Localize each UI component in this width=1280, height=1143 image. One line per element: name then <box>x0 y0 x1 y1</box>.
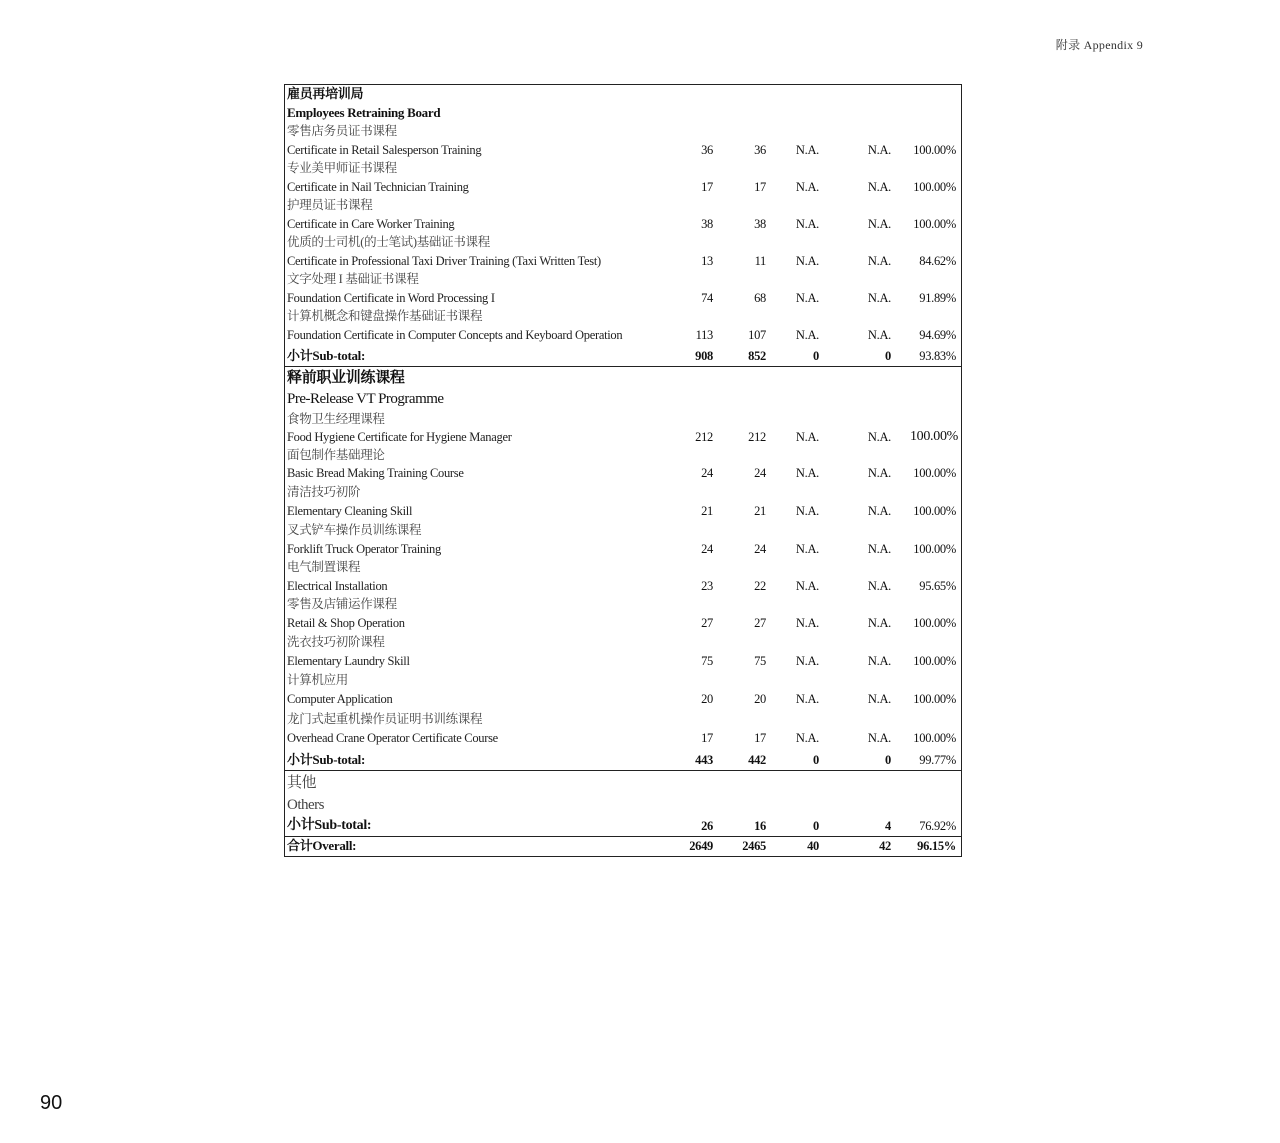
cell-v5: 93.83% <box>919 349 956 363</box>
cell-v2: 27 <box>754 616 766 630</box>
cell-v1: 20 <box>701 692 713 706</box>
cell-v2: 852 <box>748 349 766 363</box>
cell-v2: 24 <box>754 542 766 556</box>
cell-v1: 21 <box>701 504 713 518</box>
cell-v3: N.A. <box>795 466 819 480</box>
course-name-zh <box>285 521 961 540</box>
cell-v1: 17 <box>701 731 713 745</box>
cell-v3: N.A. <box>795 143 819 157</box>
course-en: Foundation Certificate in Computer Concepts and Keyboard Operation <box>287 328 623 342</box>
cell-v1: 443 <box>695 753 713 767</box>
course-name-zh <box>285 710 961 729</box>
cell-v2: 75 <box>754 654 766 668</box>
course-en: Certificate in Professional Taxi Driver Training (Taxi Written Test) <box>287 254 601 268</box>
cell-v3: 0 <box>813 819 819 833</box>
course-en: Certificate in Care Worker Training <box>287 217 455 231</box>
course-en: Overhead Crane Operator Certificate Course <box>287 731 498 745</box>
cell-v1: 36 <box>701 143 713 157</box>
cell-v4: N.A. <box>867 616 891 630</box>
cell-v2: 11 <box>754 254 766 268</box>
course-en: Elementary Laundry Skill <box>287 654 410 668</box>
cell-v5: 95.65% <box>919 579 956 593</box>
cell-v5: 100.00% <box>913 217 956 231</box>
cell-v2: 2465 <box>742 839 766 853</box>
cell-v4: N.A. <box>867 430 891 444</box>
cell-v2: 20 <box>754 692 766 706</box>
cell-v3: 0 <box>813 349 819 363</box>
section-title-zh-text: 雇员再培训局 <box>287 86 364 101</box>
cell-v5: 100.00% <box>913 692 956 706</box>
section-title-zh <box>285 368 961 389</box>
course-zh: 洗衣技巧初阶课程 <box>287 635 385 649</box>
section-title-zh <box>285 772 961 794</box>
course-name-zh <box>285 633 961 652</box>
cell-v5: 100.00% <box>913 654 956 668</box>
subtotal-label: 小计Sub-total: <box>287 752 366 767</box>
course-name-zh <box>285 483 961 502</box>
cell-v4: 4 <box>885 819 891 833</box>
course-name-zh <box>285 270 961 289</box>
course-zh: 零售及店铺运作课程 <box>287 597 397 611</box>
section-title-zh-text: 其他 <box>287 775 317 791</box>
course-name-zh <box>285 410 961 429</box>
table-row <box>285 464 961 483</box>
course-en: Basic Bread Making Training Course <box>287 466 464 480</box>
table-row <box>285 540 961 559</box>
cell-v1: 17 <box>701 180 713 194</box>
cell-v1: 212 <box>695 430 713 444</box>
cell-v1: 23 <box>701 579 713 593</box>
course-name-zh <box>285 558 961 577</box>
course-name-zh <box>285 671 961 690</box>
cell-v1: 26 <box>701 819 713 833</box>
table-row <box>285 652 961 671</box>
cell-v2: 107 <box>748 328 766 342</box>
table-row <box>285 502 961 521</box>
section-title-en-text: Employees Retraining Board <box>287 105 441 120</box>
cell-v5: 100.00% <box>913 504 956 518</box>
cell-v1: 24 <box>701 542 713 556</box>
subtotal-row <box>285 751 961 770</box>
cell-v3: N.A. <box>795 291 819 305</box>
course-en: Certificate in Retail Salesperson Training <box>287 143 482 157</box>
section-title-en <box>285 389 961 410</box>
cell-v4: N.A. <box>867 731 891 745</box>
table-row <box>285 690 961 709</box>
cell-v3: N.A. <box>795 731 819 745</box>
overall-row <box>285 837 961 856</box>
cell-v3: N.A. <box>795 616 819 630</box>
cell-v2: 17 <box>754 180 766 194</box>
cell-v5: 100.00% <box>913 143 956 157</box>
cell-v5: 91.89% <box>919 291 956 305</box>
cell-v3: N.A. <box>795 692 819 706</box>
cell-v3: N.A. <box>795 430 819 444</box>
section-title-zh <box>285 85 961 104</box>
course-name-zh <box>285 595 961 614</box>
table-row <box>285 428 961 447</box>
cell-v5: 84.62% <box>919 254 956 268</box>
cell-v4: N.A. <box>867 692 891 706</box>
course-en: Elementary Cleaning Skill <box>287 504 413 518</box>
cell-v4: N.A. <box>867 217 891 231</box>
page-number: 90 <box>40 1092 63 1114</box>
cell-v1: 2649 <box>689 839 713 853</box>
course-zh: 计算机概念和键盘操作基础证书课程 <box>287 309 483 323</box>
cell-v4: N.A. <box>867 466 891 480</box>
cell-v3: 40 <box>807 839 819 853</box>
cell-v5: 100.00% <box>913 180 956 194</box>
cell-v1: 74 <box>701 291 713 305</box>
cell-v3: N.A. <box>795 217 819 231</box>
cell-v4: 0 <box>885 349 891 363</box>
course-en: Food Hygiene Certificate for Hygiene Manager <box>287 430 512 444</box>
course-name-zh <box>285 307 961 326</box>
cell-v2: 38 <box>754 217 766 231</box>
cell-v5: 76.92% <box>919 819 956 833</box>
course-zh: 龙门式起重机操作员证明书训练课程 <box>287 712 483 726</box>
table-row <box>285 729 961 748</box>
cell-v1: 113 <box>695 328 713 342</box>
course-name-zh <box>285 122 961 141</box>
subtotal-row <box>285 347 961 366</box>
course-en: Forklift Truck Operator Training <box>287 542 441 556</box>
course-zh: 零售店务员证书课程 <box>287 124 397 138</box>
course-en: Retail & Shop Operation <box>287 616 405 630</box>
cell-v2: 36 <box>754 143 766 157</box>
cell-v4: N.A. <box>867 180 891 194</box>
cell-v5: 100.00% <box>913 466 956 480</box>
course-zh: 面包制作基础理论 <box>287 448 385 462</box>
cell-v3: N.A. <box>795 254 819 268</box>
cell-v3: N.A. <box>795 654 819 668</box>
subtotal-row <box>285 817 961 836</box>
cell-v1: 27 <box>701 616 713 630</box>
cell-v3: N.A. <box>795 180 819 194</box>
section-title-en-text: Pre-Release VT Programme <box>287 391 444 407</box>
cell-v2: 442 <box>748 753 766 767</box>
cell-v3: N.A. <box>795 328 819 342</box>
cell-v2: 16 <box>754 819 766 833</box>
cell-v5: 100.00% <box>913 731 956 745</box>
table-row <box>285 178 961 197</box>
overall-label: 合计Overall: <box>287 838 357 853</box>
cell-v2: 17 <box>754 731 766 745</box>
course-name-zh <box>285 233 961 252</box>
cell-v4: N.A. <box>867 254 891 268</box>
course-name-zh <box>285 159 961 178</box>
course-zh: 电气制置课程 <box>287 560 361 574</box>
section-title-en-text: Others <box>287 797 324 813</box>
section-divider <box>285 770 961 771</box>
cell-v2: 24 <box>754 466 766 480</box>
cell-v1: 38 <box>701 217 713 231</box>
cell-v1: 24 <box>701 466 713 480</box>
section-title-en <box>285 794 961 816</box>
course-zh: 文字处理 I 基础证书课程 <box>287 272 419 286</box>
course-zh: 计算机应用 <box>287 673 349 687</box>
cell-v4: N.A. <box>867 328 891 342</box>
cell-v2: 21 <box>754 504 766 518</box>
cell-v4: N.A. <box>867 542 891 556</box>
cell-v3: N.A. <box>795 579 819 593</box>
cell-v4: N.A. <box>867 143 891 157</box>
subtotal-label: 小计Sub-total: <box>287 818 372 833</box>
course-zh: 护理员证书课程 <box>287 198 373 212</box>
course-en: Foundation Certificate in Word Processing I <box>287 291 495 305</box>
cell-v1: 75 <box>701 654 713 668</box>
course-zh: 优质的士司机(的士笔试)基础证书课程 <box>287 235 490 249</box>
cell-v4: 0 <box>885 753 891 767</box>
course-name-zh <box>285 196 961 215</box>
course-en: Electrical Installation <box>287 579 388 593</box>
cell-v4: 42 <box>879 839 891 853</box>
course-en: Computer Application <box>287 692 393 706</box>
course-name-zh <box>285 446 961 465</box>
table-row <box>285 614 961 633</box>
cell-v3: N.A. <box>795 542 819 556</box>
section-title-zh-text: 释前职业训练课程 <box>287 370 405 386</box>
cell-v4: N.A. <box>867 654 891 668</box>
cell-v5: 96.15% <box>917 839 956 853</box>
course-zh: 食物卫生经理课程 <box>287 412 385 426</box>
cell-v5: 99.77% <box>919 753 956 767</box>
results-table <box>284 84 962 857</box>
table-row <box>285 326 961 345</box>
cell-v2: 22 <box>754 579 766 593</box>
cell-v1: 908 <box>695 349 713 363</box>
cell-v1: 13 <box>701 254 713 268</box>
cell-v5: 100.00% <box>913 542 956 556</box>
subtotal-label: 小计Sub-total: <box>287 348 366 363</box>
course-zh: 清洁技巧初阶 <box>287 485 361 499</box>
cell-v4: N.A. <box>867 291 891 305</box>
course-zh: 叉式铲车操作员训练课程 <box>287 523 422 537</box>
cell-v4: N.A. <box>867 579 891 593</box>
cell-v5: 94.69% <box>919 328 956 342</box>
page-header: 附录 Appendix 9 <box>1055 38 1143 52</box>
cell-v2: 212 <box>748 430 766 444</box>
course-en: Certificate in Nail Technician Training <box>287 180 469 194</box>
cell-v3: N.A. <box>795 504 819 518</box>
cell-v4: N.A. <box>867 504 891 518</box>
cell-v5: 100.00% <box>909 429 958 444</box>
cell-v3: 0 <box>813 753 819 767</box>
course-zh: 专业美甲师证书课程 <box>287 161 397 175</box>
cell-v5: 100.00% <box>913 616 956 630</box>
cell-v2: 68 <box>754 291 766 305</box>
